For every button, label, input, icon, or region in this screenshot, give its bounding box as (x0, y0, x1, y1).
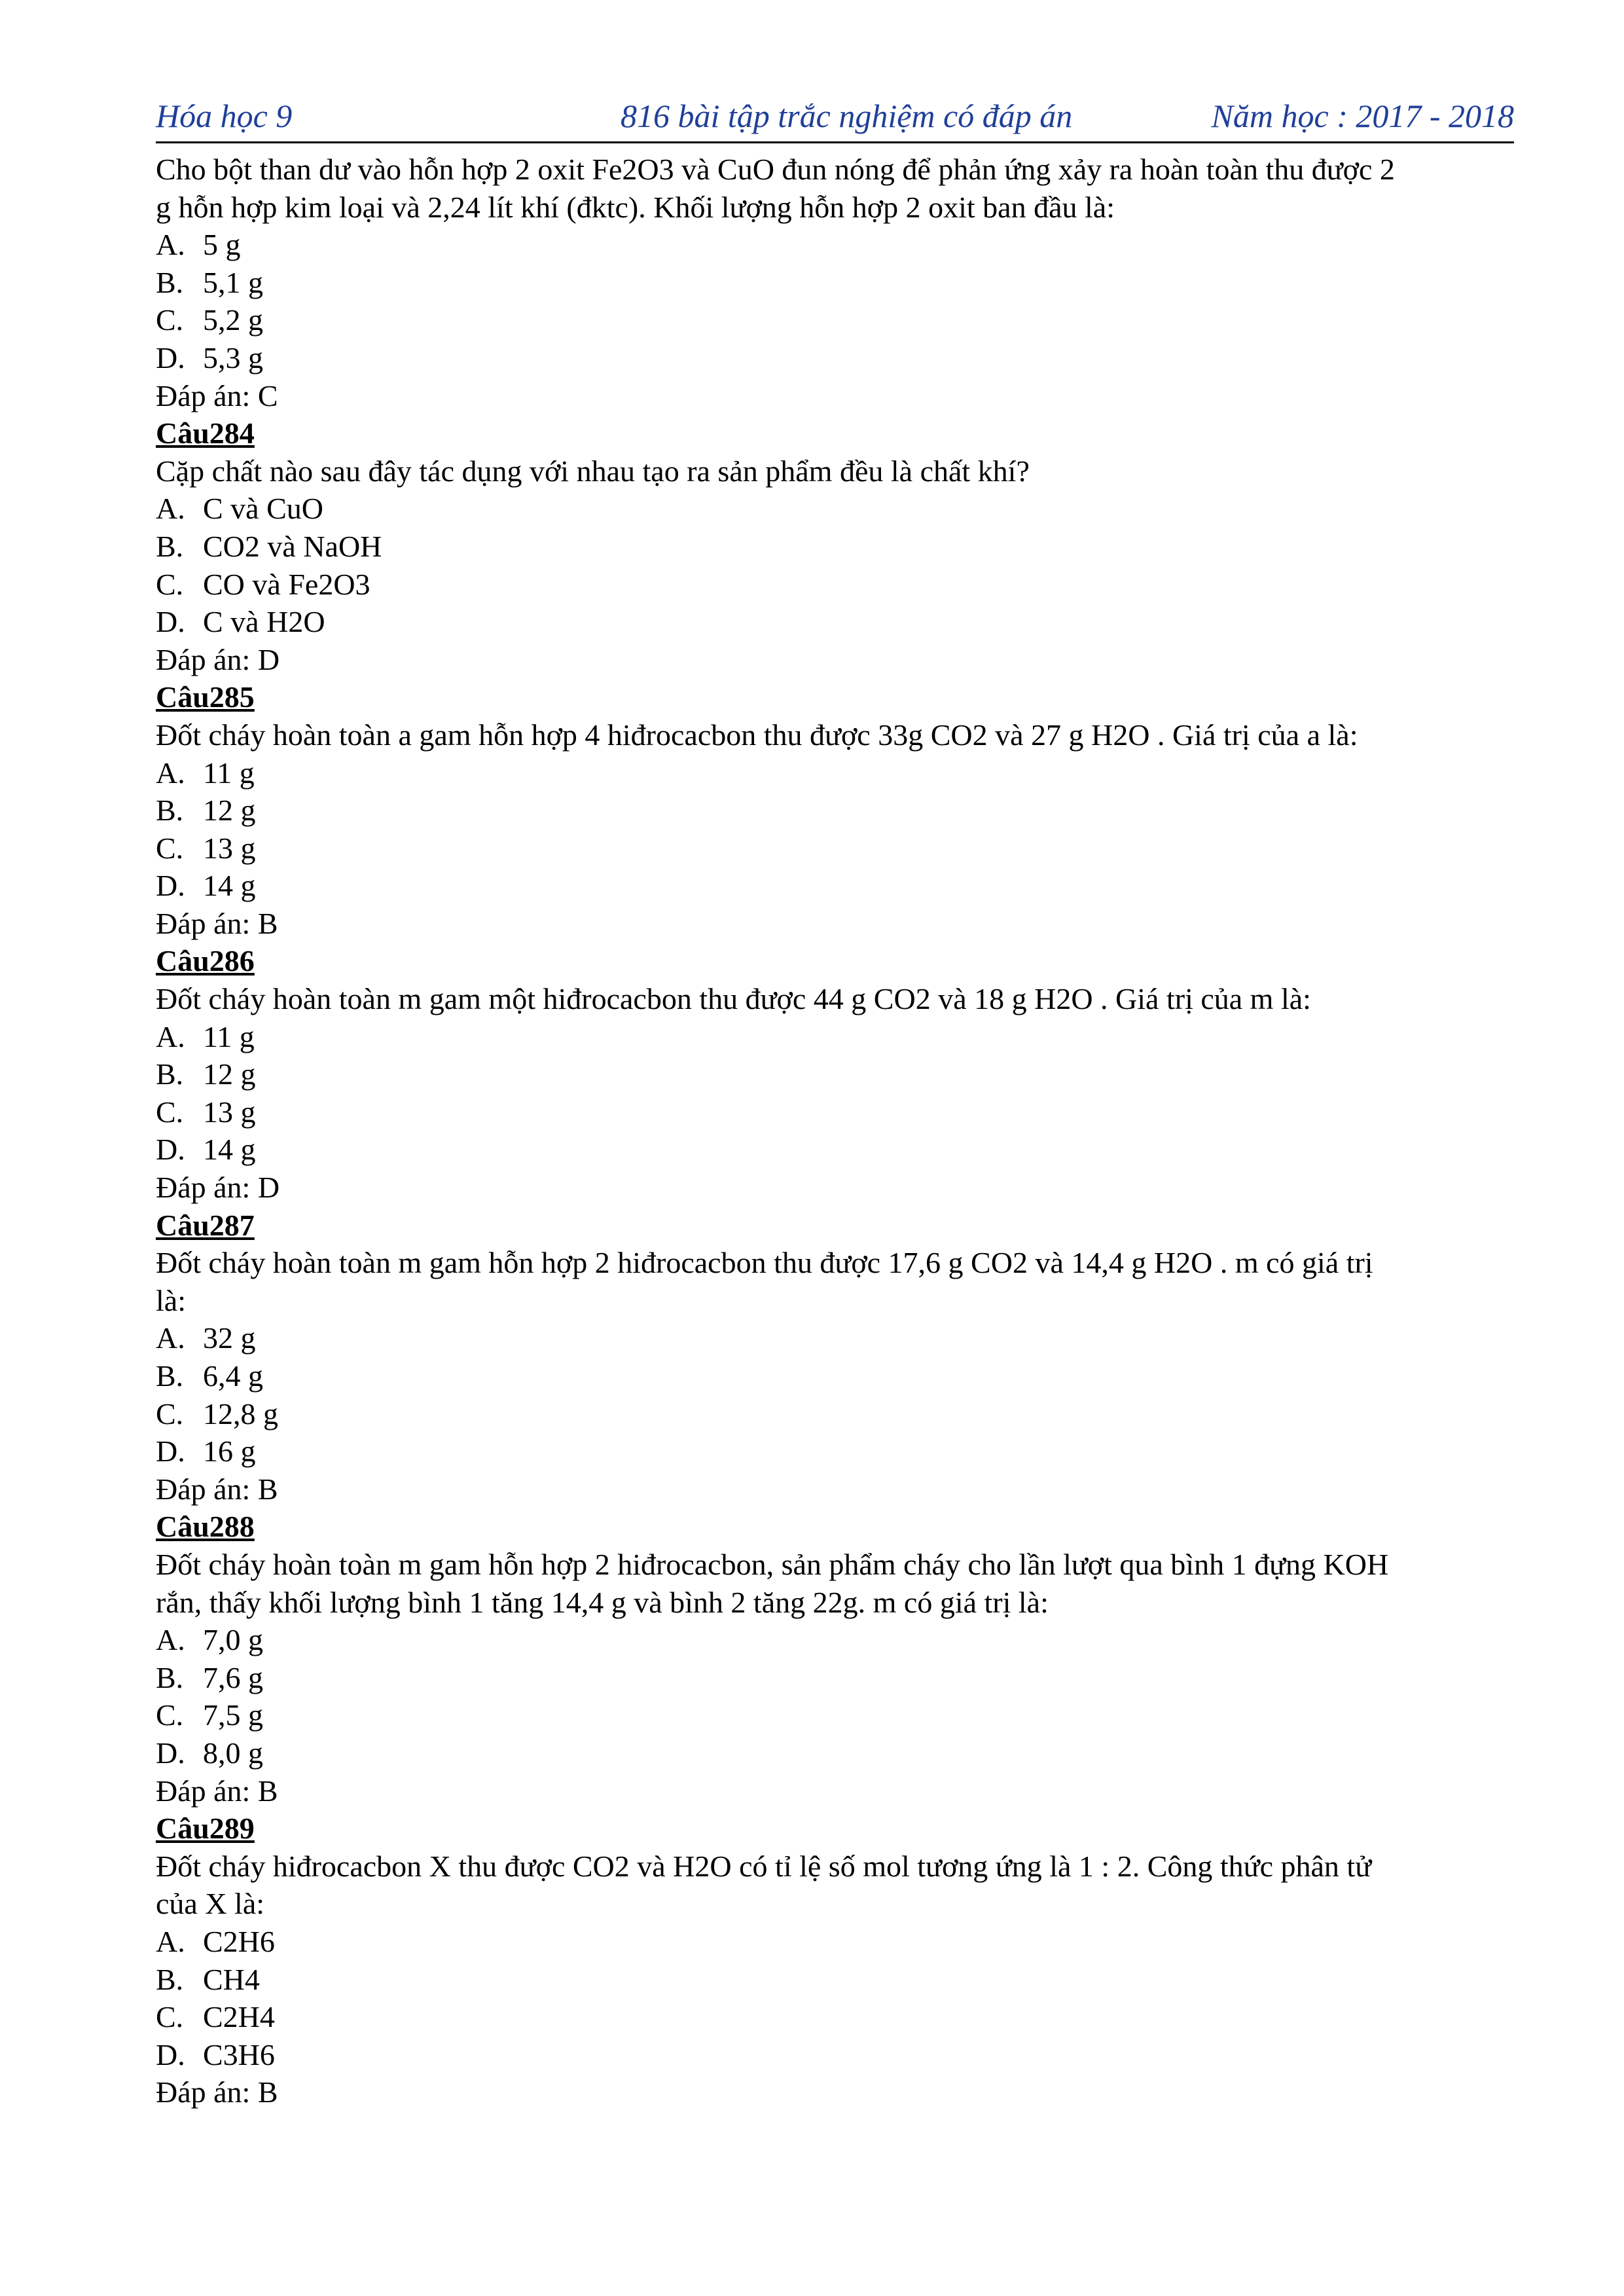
option-letter: D. (156, 2037, 185, 2071)
option-letter: A. (156, 756, 185, 790)
question-text: là: (156, 1283, 186, 1317)
option-letter: B. (156, 793, 184, 828)
option-text: C2H4 (203, 2000, 275, 2034)
option-d (156, 867, 1514, 905)
option-letter: A. (156, 228, 185, 262)
option-c (156, 1998, 1514, 2036)
question-block-284 (156, 414, 1514, 678)
option-text: C3H6 (203, 2037, 275, 2071)
option-b (156, 1055, 1514, 1093)
option-text: 7,0 g (203, 1623, 263, 1657)
option-a (156, 754, 1514, 792)
question-text: Đốt cháy hoàn toàn m gam hỗn hợp 2 hiđrocacbon thu được 17,6 g CO2 và 14,4 g H2O . m có giá trị (156, 1246, 1373, 1280)
question-title: Câu284 (156, 416, 255, 450)
option-text: 12 g (203, 793, 256, 828)
option-text: 12,8 g (203, 1396, 278, 1430)
header-subject: Hóa học 9 (156, 98, 293, 134)
option-letter: D. (156, 340, 185, 374)
option-text: 5,3 g (203, 340, 263, 374)
question-text: của X là: (156, 1887, 265, 1921)
option-c (156, 301, 1514, 339)
question-text: Cặp chất nào sau đây tác dụng với nhau tạo ra sản phẩm đều là chất khí? (156, 454, 1030, 488)
option-text: CO và Fe2O3 (203, 567, 370, 601)
option-letter: D. (156, 1736, 185, 1770)
option-text: 13 g (203, 831, 256, 865)
option-text: 12 g (203, 1057, 256, 1091)
header-title: 816 bài tập trắc nghiệm có đáp án (621, 98, 1073, 134)
option-letter: D. (156, 1434, 185, 1468)
option-text: 11 g (203, 1019, 255, 1053)
question-text: Đốt cháy hiđrocacbon X thu được CO2 và H2O có tỉ lệ số mol tương ứng là 1 : 2. Công thức phân tử (156, 1849, 1372, 1883)
option-letter: B. (156, 1359, 184, 1393)
option-text: 7,5 g (203, 1698, 263, 1732)
answer-line: Đáp án: B (156, 1472, 278, 1506)
option-b (156, 264, 1514, 302)
option-d (156, 2036, 1514, 2074)
option-letter: B. (156, 265, 184, 299)
question-text: Đốt cháy hoàn toàn m gam hỗn hợp 2 hiđrocacbon, sản phẩm cháy cho lần lượt qua bình 1 đựng KOH (156, 1547, 1389, 1581)
option-text: C và CuO (203, 492, 323, 526)
option-text: CO2 và NaOH (203, 529, 382, 563)
question-text: Đốt cháy hoàn toàn a gam hỗn hợp 4 hiđrocacbon thu được 33g CO2 và 27 g H2O . Giá trị của a là: (156, 718, 1358, 752)
question-text: rắn, thấy khối lượng bình 1 tăng 14,4 g và bình 2 tăng 22g. m có giá trị là: (156, 1585, 1049, 1619)
option-letter: B. (156, 529, 184, 563)
question-title: Câu285 (156, 680, 255, 714)
document-body (156, 151, 1514, 2111)
option-c (156, 566, 1514, 604)
option-text: C và H2O (203, 605, 325, 639)
question-block-288 (156, 1508, 1514, 1810)
option-text: 14 g (203, 1133, 256, 1167)
answer-line: Đáp án: D (156, 1171, 280, 1205)
option-a (156, 490, 1514, 528)
option-a (156, 1621, 1514, 1659)
question-title: Câu289 (156, 1812, 255, 1846)
option-letter: B. (156, 1660, 184, 1694)
option-text: 5,2 g (203, 303, 263, 337)
question-block-intro (156, 151, 1514, 414)
page-header (156, 92, 1514, 143)
option-d (156, 1131, 1514, 1169)
option-a (156, 1923, 1514, 1961)
option-letter: B. (156, 1057, 184, 1091)
option-text: CH4 (203, 1962, 260, 1996)
question-block-286 (156, 942, 1514, 1206)
option-letter: B. (156, 1962, 184, 1996)
answer-line: Đáp án: D (156, 642, 280, 676)
question-block-289 (156, 1810, 1514, 2111)
option-text: 5,1 g (203, 265, 263, 299)
option-letter: D. (156, 869, 185, 903)
option-letter: A. (156, 1321, 185, 1355)
question-text: Đốt cháy hoàn toàn m gam một hiđrocacbon thu được 44 g CO2 và 18 g H2O . Giá trị của m là: (156, 982, 1311, 1016)
option-letter: D. (156, 1133, 185, 1167)
option-letter: C. (156, 1095, 184, 1129)
question-title: Câu286 (156, 944, 255, 978)
option-b (156, 792, 1514, 829)
answer-line: Đáp án: C (156, 378, 278, 412)
header-school-year: Năm học : 2017 - 2018 (1211, 98, 1514, 134)
option-text: 7,6 g (203, 1660, 263, 1694)
option-text: 8,0 g (203, 1736, 263, 1770)
option-text: 32 g (203, 1321, 256, 1355)
question-text: Cho bột than dư vào hỗn hợp 2 oxit Fe2O3 và CuO đun nóng để phản ứng xảy ra hoàn toàn thu được 2 (156, 153, 1395, 186)
option-letter: A. (156, 1924, 185, 1958)
question-block-287 (156, 1207, 1514, 1508)
option-c (156, 1696, 1514, 1734)
option-d (156, 1432, 1514, 1470)
answer-line: Đáp án: B (156, 2075, 278, 2109)
option-letter: C. (156, 567, 184, 601)
answer-line: Đáp án: B (156, 906, 278, 940)
option-a (156, 226, 1514, 264)
option-b (156, 528, 1514, 566)
option-letter: C. (156, 2000, 184, 2034)
option-b (156, 1659, 1514, 1697)
option-d (156, 603, 1514, 641)
question-text: g hỗn hợp kim loại và 2,24 lít khí (đktc). Khối lượng hỗn hợp 2 oxit ban đầu là: (156, 190, 1115, 224)
option-c (156, 1093, 1514, 1131)
option-text: 14 g (203, 869, 256, 903)
option-text: 5 g (203, 228, 241, 262)
option-letter: A. (156, 492, 185, 526)
option-c (156, 1395, 1514, 1433)
option-b (156, 1961, 1514, 1999)
option-text: 6,4 g (203, 1359, 263, 1393)
option-a (156, 1319, 1514, 1357)
option-letter: C. (156, 831, 184, 865)
option-text: C2H6 (203, 1924, 275, 1958)
option-text: 11 g (203, 756, 255, 790)
option-letter: A. (156, 1623, 185, 1657)
question-block-285 (156, 678, 1514, 942)
option-letter: D. (156, 605, 185, 639)
option-c (156, 829, 1514, 867)
answer-line: Đáp án: B (156, 1774, 278, 1808)
option-b (156, 1357, 1514, 1395)
question-title: Câu288 (156, 1510, 255, 1544)
option-text: 16 g (203, 1434, 256, 1468)
option-letter: C. (156, 1396, 184, 1430)
option-a (156, 1018, 1514, 1056)
option-letter: C. (156, 303, 184, 337)
option-text: 13 g (203, 1095, 256, 1129)
option-letter: A. (156, 1019, 185, 1053)
option-d (156, 1734, 1514, 1772)
option-letter: C. (156, 1698, 184, 1732)
question-title: Câu287 (156, 1208, 255, 1242)
option-d (156, 339, 1514, 377)
